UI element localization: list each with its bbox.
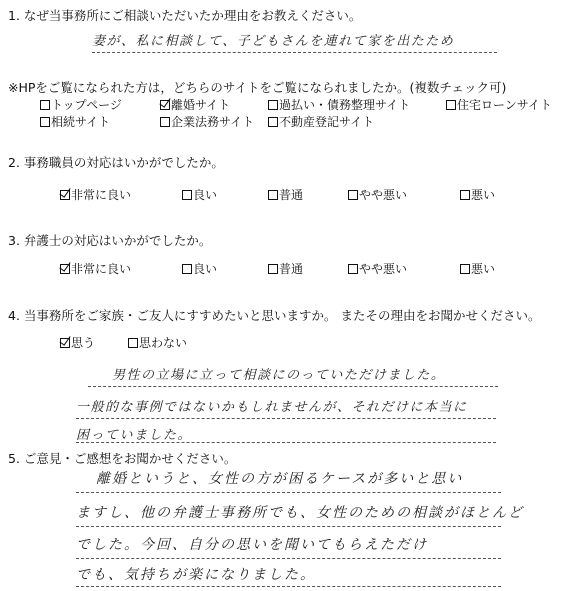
checkbox-icon[interactable]: [348, 264, 358, 274]
checkbox-icon[interactable]: [268, 100, 278, 110]
question-1-title: 1. なぜ当事務所にご相談いただいたか理由をお教えください。: [8, 8, 362, 23]
answer-line: [76, 492, 501, 493]
answer-line: [88, 386, 498, 387]
q3-option-somewhat-bad[interactable]: やや悪い: [348, 262, 407, 277]
q3-option-bad[interactable]: 悪い: [460, 262, 495, 277]
checkbox-icon[interactable]: [40, 117, 50, 127]
checkbox-icon[interactable]: [182, 264, 192, 274]
q2-option-bad[interactable]: 悪い: [460, 188, 495, 203]
hp-option-overpayment-site[interactable]: 過払い・債務整理サイト: [268, 98, 410, 113]
checked-checkbox-icon[interactable]: [60, 264, 70, 274]
q2-option-very-good[interactable]: 非常に良い: [60, 188, 131, 203]
hp-option-corporate-law-site[interactable]: 企業法務サイト: [160, 115, 254, 130]
checkbox-icon[interactable]: [460, 190, 470, 200]
answer-line: [76, 558, 501, 559]
checked-checkbox-icon[interactable]: [60, 338, 70, 348]
hp-option-inheritance-site[interactable]: 相続サイト: [40, 115, 110, 130]
checkbox-icon[interactable]: [268, 117, 278, 127]
question-5-answer-line-1: 離婚というと、女性の方が困るケースが多いと思い: [96, 471, 464, 487]
question-4-answer-line-3: 困っていました。: [76, 428, 193, 443]
question-5-answer-line-4: でも、気持ちが楽になりました。: [76, 567, 316, 583]
q4-option-no[interactable]: 思わない: [128, 336, 187, 351]
question-4-answer-line-1: 男性の立場に立って相談にのっていただけました。: [112, 368, 446, 383]
question-4-title: 4. 当事務所をご家族・ご友人にすすめたいと思いますか。 またその理由をお聞かせください。: [8, 308, 541, 323]
question-1-answer: 妻が、私に相談して、子どもさんを連れて家を出たため: [92, 34, 455, 49]
q2-option-good[interactable]: 良い: [182, 188, 217, 203]
answer-line: [76, 526, 501, 527]
checkbox-icon[interactable]: [182, 190, 192, 200]
checkbox-icon[interactable]: [40, 100, 50, 110]
q3-option-good[interactable]: 良い: [182, 262, 217, 277]
question-5-answer-line-3: でした。今回、自分の思いを聞いてもらえただけ: [76, 537, 428, 553]
checkbox-icon[interactable]: [160, 117, 170, 127]
question-2-title: 2. 事務職員の対応はいかがでしたか。: [8, 155, 224, 170]
checkbox-icon[interactable]: [446, 100, 456, 110]
checkbox-icon[interactable]: [460, 264, 470, 274]
answer-line: [76, 442, 496, 443]
q2-option-somewhat-bad[interactable]: やや悪い: [348, 188, 407, 203]
q3-option-very-good[interactable]: 非常に良い: [60, 262, 131, 277]
question-5-title: 5. ご意見・ご感想をお聞かせください。: [8, 451, 237, 466]
hp-option-housing-loan-site[interactable]: 住宅ローンサイト: [446, 98, 552, 113]
q2-option-normal[interactable]: 普通: [268, 188, 303, 203]
answer-line: [76, 586, 501, 587]
question-3-title: 3. 弁護士の対応はいかがでしたか。: [8, 233, 212, 248]
hp-option-top-page[interactable]: トップページ: [40, 98, 122, 113]
hp-option-real-estate-site[interactable]: 不動産登記サイト: [268, 115, 374, 130]
checkbox-icon[interactable]: [268, 264, 278, 274]
checkbox-icon[interactable]: [128, 338, 138, 348]
checked-checkbox-icon[interactable]: [60, 190, 70, 200]
checkbox-icon[interactable]: [348, 190, 358, 200]
answer-line: [76, 418, 496, 419]
question-5-answer-line-2: ますし、他の弁護士事務所でも、女性のための相談がほとんど: [76, 505, 524, 521]
q3-option-normal[interactable]: 普通: [268, 262, 303, 277]
hp-question-title: ※HPをご覧になられた方は，どちらのサイトをご覧になられましたか。(複数チェック可): [8, 80, 507, 95]
checkbox-icon[interactable]: [268, 190, 278, 200]
checked-checkbox-icon[interactable]: [160, 100, 170, 110]
question-4-answer-line-2: 一般的な事例ではないかもしれませんが、それだけに本当に: [76, 400, 468, 415]
q4-option-yes[interactable]: 思う: [60, 336, 95, 351]
hp-option-divorce-site[interactable]: 離婚サイト: [160, 98, 230, 113]
answer-line: [92, 52, 497, 53]
